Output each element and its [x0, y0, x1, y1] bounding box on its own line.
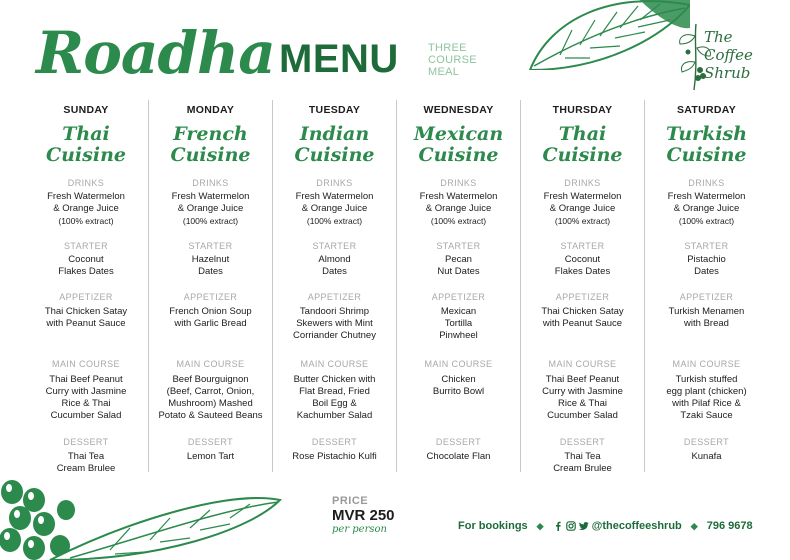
main-item: Chicken Burrito Bowl [432, 374, 485, 397]
appetizer-item: Thai Chicken Satay with Peanut Sauce [541, 306, 624, 329]
bullet-separator: ◆ [536, 520, 544, 531]
appetizer-item: Mexican Tortilla Pinwheel [439, 306, 478, 341]
main-label: MAIN COURSE [424, 359, 493, 369]
starter-label: STARTER [312, 241, 357, 251]
appetizer-label: APPETIZER [59, 292, 113, 302]
facebook-icon[interactable] [553, 521, 563, 531]
price-block [332, 495, 432, 535]
appetizer-item: French Onion Soup with Garlic Bread [169, 306, 252, 329]
appetizer-item: Thai Chicken Satay with Peanut Sauce [44, 306, 128, 329]
starter-label: STARTER [560, 241, 605, 251]
main-label: MAIN COURSE [672, 359, 741, 369]
drinks-item: Fresh Watermelon & Orange Juice (100% extract) [523, 191, 642, 227]
dessert-label: DESSERT [683, 437, 730, 447]
day-column-saturday [644, 100, 768, 472]
leaf-decoration-top [520, 0, 690, 70]
drinks-label: DRINKS [67, 178, 105, 188]
bullet-separator: ◆ [690, 520, 698, 531]
drinks-label: DRINKS [564, 178, 601, 188]
appetizer-label: APPETIZER [679, 292, 734, 302]
coffee-berry-decoration [0, 470, 150, 560]
dessert-item: Rose Pistachio Kulfi [292, 451, 377, 462]
main-item: Thai Beef Peanut Curry with Jasmine Rice & Thai Cucumber Salad [542, 374, 623, 421]
main-label: MAIN COURSE [52, 359, 120, 369]
dessert-label: DESSERT [559, 437, 606, 447]
day-name: THURSDAY [552, 104, 613, 116]
appetizer-item: Turkish Menamen with Bread [668, 306, 745, 329]
title-menu: MENU [279, 37, 399, 81]
day-name: SUNDAY [63, 104, 109, 116]
dessert-item: Thai Tea Cream Brulee [56, 451, 116, 474]
price-label: PRICE [332, 495, 369, 507]
social-handle[interactable]: @thecoffeeshrub [591, 520, 682, 532]
appetizer-label: APPETIZER [555, 292, 610, 302]
main-label: MAIN COURSE [548, 359, 617, 369]
drinks-note: (100% extract) [306, 216, 363, 226]
day-column-sunday [24, 100, 148, 472]
cuisine-title: Turkish Cuisine [665, 123, 748, 166]
dessert-item: Thai Tea Cream Brulee [553, 451, 612, 474]
coffee-shrub-logo [676, 22, 766, 94]
price-value: MVR 250 [332, 507, 395, 524]
cuisine-title: Indian Cuisine [294, 123, 375, 166]
starter-item: Almond Dates [318, 254, 351, 277]
cuisine-title: Thai Cuisine [542, 123, 623, 166]
drinks-item: Fresh Watermelon & Orange Juice (100% extract) [151, 191, 270, 227]
starter-item: Coconut Flakes Dates [554, 254, 611, 277]
main-item: Beef Bourguignon (Beef, Carrot, Onion, Mushroom) Mashed Potato & Sauteed Beans [158, 374, 263, 421]
price-per-person: per person [332, 524, 387, 535]
drinks-note: (100% extract) [678, 216, 735, 226]
main-label: MAIN COURSE [300, 359, 369, 369]
day-column-tuesday [272, 100, 396, 472]
instagram-icon[interactable] [566, 521, 576, 531]
appetizer-label: APPETIZER [183, 292, 238, 302]
cuisine-title: Mexican Cuisine [413, 123, 504, 166]
drinks-note: (100% extract) [182, 216, 239, 226]
drinks-item: Fresh Watermelon & Orange Juice (100% extract) [26, 191, 146, 227]
appetizer-label: APPETIZER [307, 292, 362, 302]
appetizer-label: APPETIZER [431, 292, 486, 302]
starter-item: Coconut Flakes Dates [58, 254, 114, 277]
drinks-label: DRINKS [440, 178, 477, 188]
menu-header [36, 18, 496, 98]
starter-label: STARTER [684, 241, 729, 251]
bookings-bar [458, 518, 753, 534]
day-name: WEDNESDAY [423, 104, 494, 116]
starter-label: STARTER [188, 241, 233, 251]
logo-text: The Coffee Shrub [704, 28, 753, 82]
dessert-item: Chocolate Flan [426, 451, 491, 462]
starter-item: Pistachio Dates [687, 254, 726, 277]
main-item: Thai Beef Peanut Curry with Jasmine Rice & Thai Cucumber Salad [45, 374, 127, 421]
menu-columns [24, 100, 768, 472]
drinks-label: DRINKS [316, 178, 353, 188]
phone-number[interactable]: 796 9678 [706, 520, 753, 532]
main-label: MAIN COURSE [176, 359, 245, 369]
twitter-icon[interactable] [579, 521, 589, 531]
bookings-label: For bookings [458, 520, 528, 532]
dessert-label: DESSERT [311, 437, 358, 447]
starter-item: Hazelnut Dates [191, 254, 230, 277]
main-item: Butter Chicken with Flat Bread, Fried Boil Egg & Kachumber Salad [293, 374, 376, 421]
day-name: TUESDAY [308, 104, 361, 116]
dessert-item: Lemon Tart [186, 451, 235, 462]
dessert-label: DESSERT [63, 437, 109, 447]
cuisine-title: French Cuisine [170, 123, 251, 166]
starter-label: STARTER [64, 241, 108, 251]
drinks-label: DRINKS [192, 178, 229, 188]
appetizer-item: Tandoori Shrimp Skewers with Mint Corriander Chutney [293, 306, 376, 341]
day-name: SATURDAY [677, 104, 736, 116]
leaf-decoration-bottom [10, 480, 310, 560]
day-column-thursday [520, 100, 644, 472]
dessert-label: DESSERT [435, 437, 482, 447]
drinks-label: DRINKS [688, 178, 725, 188]
day-column-wednesday [396, 100, 520, 472]
day-column-monday [148, 100, 272, 472]
drinks-note: (100% extract) [430, 216, 487, 226]
drinks-note: (100% extract) [58, 216, 114, 226]
drinks-item: Fresh Watermelon & Orange Juice (100% extract) [275, 191, 394, 227]
starter-label: STARTER [436, 241, 481, 251]
drinks-item: Fresh Watermelon & Orange Juice (100% extract) [399, 191, 518, 227]
main-item: Turkish stuffed egg plant (chicken) with Pilaf Rice & Tzaki Sauce [666, 374, 747, 421]
title-script: Roadha [36, 19, 275, 87]
cuisine-title: Thai Cuisine [46, 123, 126, 166]
drinks-note: (100% extract) [554, 216, 611, 226]
starter-item: Pecan Nut Dates [437, 254, 480, 277]
menu-subtitle: THREE COURSE MEAL [428, 42, 477, 78]
dessert-label: DESSERT [187, 437, 234, 447]
dessert-item: Kunafa [691, 451, 722, 462]
day-name: MONDAY [186, 104, 235, 116]
drinks-item: Fresh Watermelon & Orange Juice (100% extract) [647, 191, 766, 227]
